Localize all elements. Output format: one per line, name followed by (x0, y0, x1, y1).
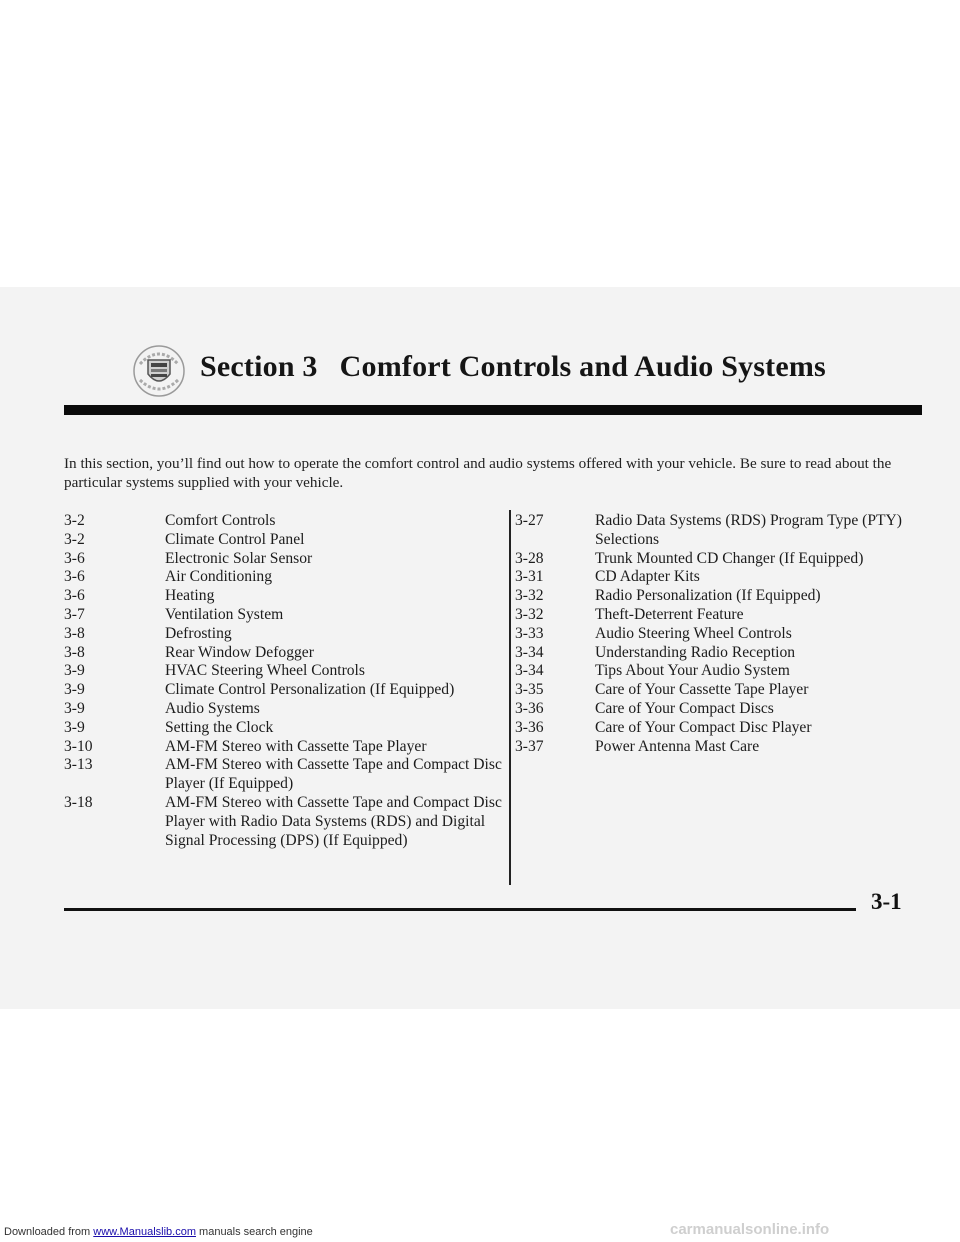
download-prefix: Downloaded from (4, 1226, 94, 1238)
toc-page-number: 3-2 (64, 512, 85, 529)
toc-page-number: 3-7 (64, 605, 85, 623)
toc-entry-title: Rear Window Defogger (165, 643, 314, 661)
toc-right-column (515, 512, 915, 756)
toc-entry-title: AM-FM Stereo with Cassette Tape Player (165, 737, 427, 755)
toc-page-number: 3-9 (64, 662, 85, 680)
toc-entry (64, 738, 504, 757)
toc-entry-title: Theft-Deterrent Feature (595, 605, 744, 623)
column-divider (509, 510, 511, 885)
toc-entry (64, 719, 504, 738)
toc-page-number: 3-10 (64, 737, 93, 755)
footer-rule (64, 908, 856, 911)
toc-entry-title: Care of Your Compact Disc Player (595, 718, 812, 736)
toc-page-number: 3-28 (515, 549, 544, 567)
toc-entry (515, 606, 915, 625)
toc-left-column (64, 512, 504, 850)
watermark: carmanualsonline.info (670, 1221, 830, 1238)
toc-entry-title: AM-FM Stereo with Cassette Tape and Compact Disc Player (If Equipped) (165, 756, 502, 793)
toc-page-number: 3-2 (64, 530, 85, 548)
toc-page-number: 3-8 (64, 643, 85, 661)
toc-page-number: 3-34 (515, 643, 544, 661)
toc-entry-title: Radio Personalization (If Equipped) (595, 587, 821, 605)
toc-entry (64, 512, 504, 531)
toc-entry-title: Setting the Clock (165, 718, 274, 736)
toc-page-number: 3-27 (515, 512, 544, 529)
toc-entry-title: CD Adapter Kits (595, 568, 700, 586)
toc-page-number: 3-18 (64, 793, 93, 811)
page-number: 3-1 (871, 889, 902, 914)
section-title (200, 350, 826, 384)
toc-page-number: 3-6 (64, 568, 85, 586)
toc-entry-title: Climate Control Panel (165, 530, 305, 548)
toc-page-number: 3-9 (64, 681, 85, 699)
intro-paragraph: In this section, you’ll find out how to operate the comfort control and audio systems offered with your vehicle. Be sure to read about the particular systems supplied with your vehicle. (64, 455, 892, 491)
toc-page-number: 3-37 (515, 737, 544, 755)
toc-page-number: 3-6 (64, 587, 85, 605)
toc-entry-title: Heating (165, 587, 215, 605)
toc-page-number: 3-33 (515, 624, 544, 642)
toc-entry-title: Audio Steering Wheel Controls (595, 624, 792, 642)
toc-entry-title: Climate Control Personalization (If Equipped) (165, 681, 455, 699)
toc-page-number: 3-32 (515, 587, 544, 605)
toc-entry-title: Electronic Solar Sensor (165, 549, 313, 567)
manualslib-link[interactable]: www.Manualslib.com (93, 1226, 196, 1238)
toc-entry (515, 587, 915, 606)
toc-entry (515, 700, 915, 719)
toc-entry-title: Radio Data Systems (RDS) Program Type (PTY) Selections (595, 512, 903, 548)
toc-entry-title: Defrosting (165, 624, 232, 642)
toc-entry (64, 756, 504, 794)
toc-entry (64, 531, 504, 550)
section-number: Section 3 (200, 350, 318, 383)
toc-entry (64, 568, 504, 587)
toc-entry-title: Audio Systems (165, 699, 260, 717)
toc-entry-title: Tips About Your Audio System (595, 662, 790, 680)
toc-entry (64, 700, 504, 719)
toc-page-number: 3-8 (64, 624, 85, 642)
toc-page-number: 3-13 (64, 756, 93, 774)
toc-page-number: 3-9 (64, 699, 85, 717)
title-rule (64, 405, 922, 415)
toc-page-number: 3-36 (515, 718, 544, 736)
download-footer (4, 1226, 313, 1238)
toc-page-number: 3-36 (515, 699, 544, 717)
toc-entry (64, 794, 504, 850)
toc-entry-title: Trunk Mounted CD Changer (If Equipped) (595, 549, 864, 567)
section-heading: Comfort Controls and Audio Systems (339, 350, 826, 383)
toc-entry-title: Understanding Radio Reception (595, 643, 796, 661)
toc-entry-title: Care of Your Cassette Tape Player (595, 681, 809, 699)
toc-entry-title: Ventilation System (165, 605, 284, 623)
toc-entry-title: AM-FM Stereo with Cassette Tape and Compact Disc Player with Radio Data Systems (RDS) and Digital Signal Processing (DPS) (If Equipped) (165, 793, 502, 849)
cadillac-crest-icon (130, 342, 188, 400)
toc-entry-title: Care of Your Compact Discs (595, 699, 774, 717)
toc-entry (515, 681, 915, 700)
toc-entry (515, 568, 915, 587)
toc-entry (515, 625, 915, 644)
toc-page-number: 3-6 (64, 549, 85, 567)
toc-page-number: 3-35 (515, 681, 544, 699)
toc-page-number: 3-9 (64, 718, 85, 736)
toc-entry (64, 662, 504, 681)
toc-entry-title: Comfort Controls (165, 512, 276, 529)
toc-entry-title: HVAC Steering Wheel Controls (165, 662, 365, 680)
toc-page-number: 3-31 (515, 568, 544, 586)
toc-entry (515, 512, 915, 550)
toc-entry-title: Power Antenna Mast Care (595, 737, 760, 755)
toc-entry (64, 644, 504, 663)
toc-entry (515, 719, 915, 738)
toc-entry (64, 681, 504, 700)
toc-entry (515, 662, 915, 681)
toc-entry (64, 550, 504, 569)
toc-entry (64, 625, 504, 644)
toc-entry (64, 606, 504, 625)
toc-page-number: 3-34 (515, 662, 544, 680)
toc-entry (515, 738, 915, 757)
toc-entry (64, 587, 504, 606)
toc-entry (515, 644, 915, 663)
toc-entry (515, 550, 915, 569)
download-suffix: manuals search engine (195, 1226, 313, 1238)
toc-page-number: 3-32 (515, 605, 544, 623)
toc-entry-title: Air Conditioning (165, 568, 272, 586)
manual-page (0, 287, 960, 1009)
